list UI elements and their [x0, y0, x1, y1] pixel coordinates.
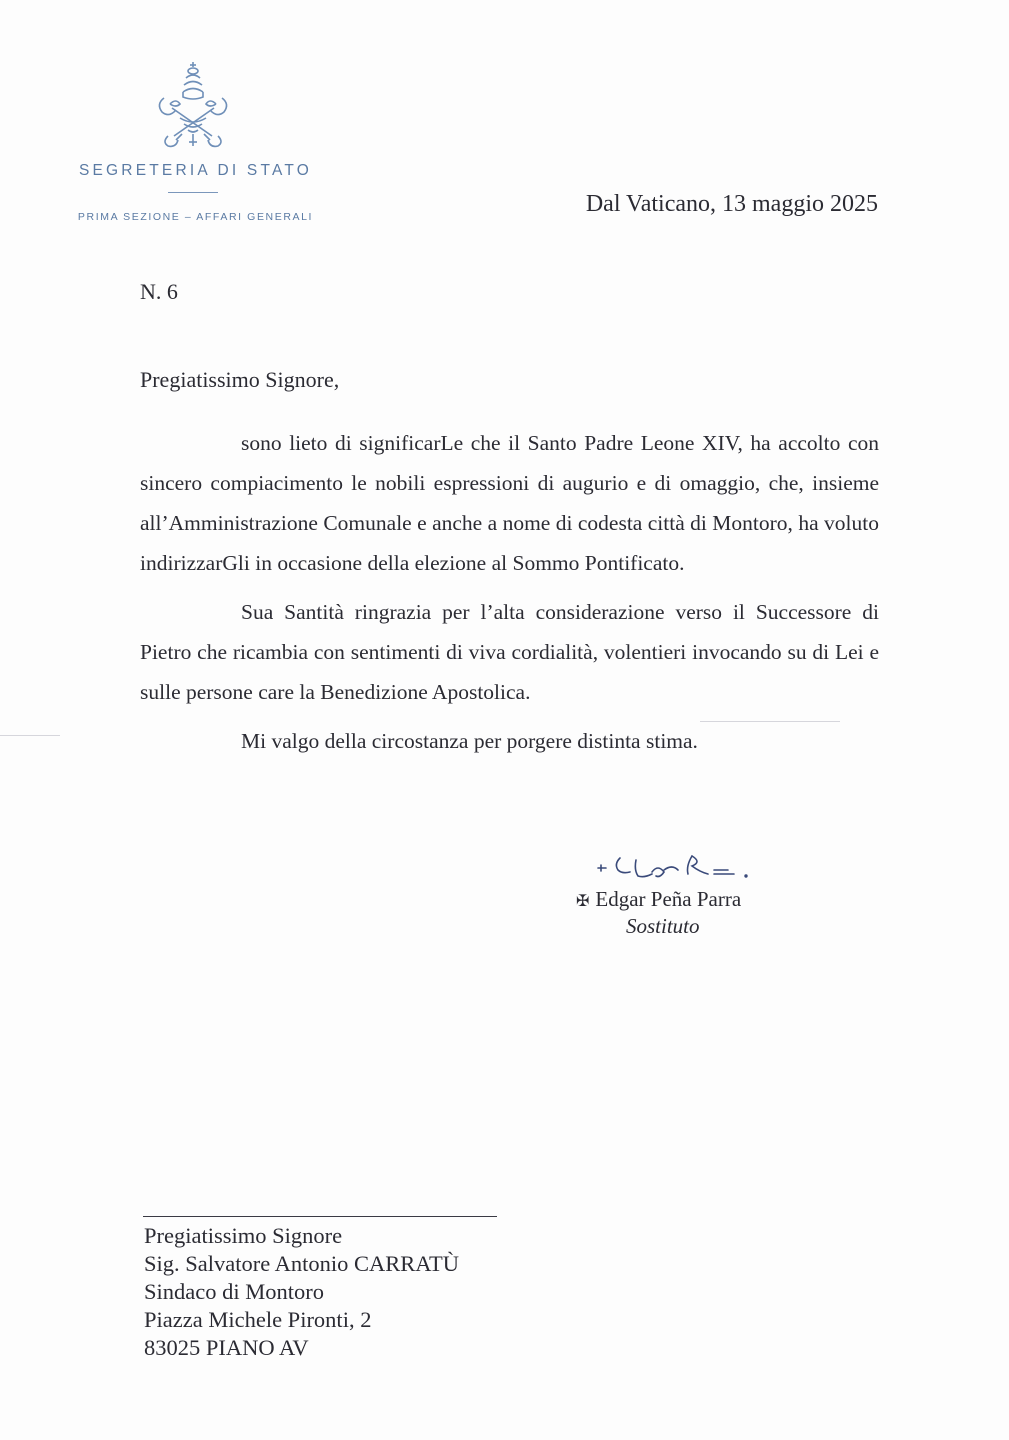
address-line: 83025 PIANO AV [144, 1335, 309, 1360]
address-divider [143, 1216, 497, 1217]
address-line: Pregiatissimo Signore [144, 1223, 343, 1248]
organization-name: SEGRETERIA DI STATO [78, 162, 313, 179]
body-paragraph: Sua Santità ringrazia per l’alta considerazione verso il Successore di Pietro che ricambia con sentimenti di viva cordialità, volentieri invocando su di Lei e sulle persone care la Benedizione Apostolica. [140, 600, 879, 704]
signer-name: Edgar Peña Parra [595, 887, 742, 911]
scan-mark [700, 721, 840, 722]
address-line: Piazza Michele Pironti, 2 [144, 1307, 372, 1332]
signer-title: Sostituto [626, 914, 700, 938]
organization-section: PRIMA SEZIONE – AFFARI GENERALI [77, 211, 314, 223]
body-paragraph: sono lieto di significarLe che il Santo Padre Leone XIV, ha accolto con sincero compiacimento le nobili espressioni di augurio e di omaggio, che, insieme all’Amministrazione Comunale e anche a nome di codesta città di Montoro, ha voluto indirizzarGli in occasione della elezione al Sommo Pontificato. [140, 431, 879, 575]
scan-mark [0, 735, 60, 736]
letterhead-divider [168, 192, 218, 193]
body-paragraph: Mi valgo della circostanza per porgere distinta stima. [241, 729, 698, 753]
recipient-address [144, 1222, 459, 1362]
episcopal-cross-icon: ✠ [576, 893, 590, 910]
papal-coat-of-arms-icon [150, 58, 236, 150]
protocol-number: N. 6 [140, 279, 178, 304]
handwritten-signature [590, 846, 790, 886]
address-line: Sig. Salvatore Antonio CARRATÙ [144, 1251, 460, 1276]
letter-body [140, 423, 879, 770]
address-line: Sindaco di Montoro [144, 1279, 324, 1304]
signer-name-line [576, 887, 741, 912]
letter-date: Dal Vaticano, 13 maggio 2025 [585, 191, 878, 217]
salutation: Pregiatissimo Signore, [140, 367, 340, 392]
